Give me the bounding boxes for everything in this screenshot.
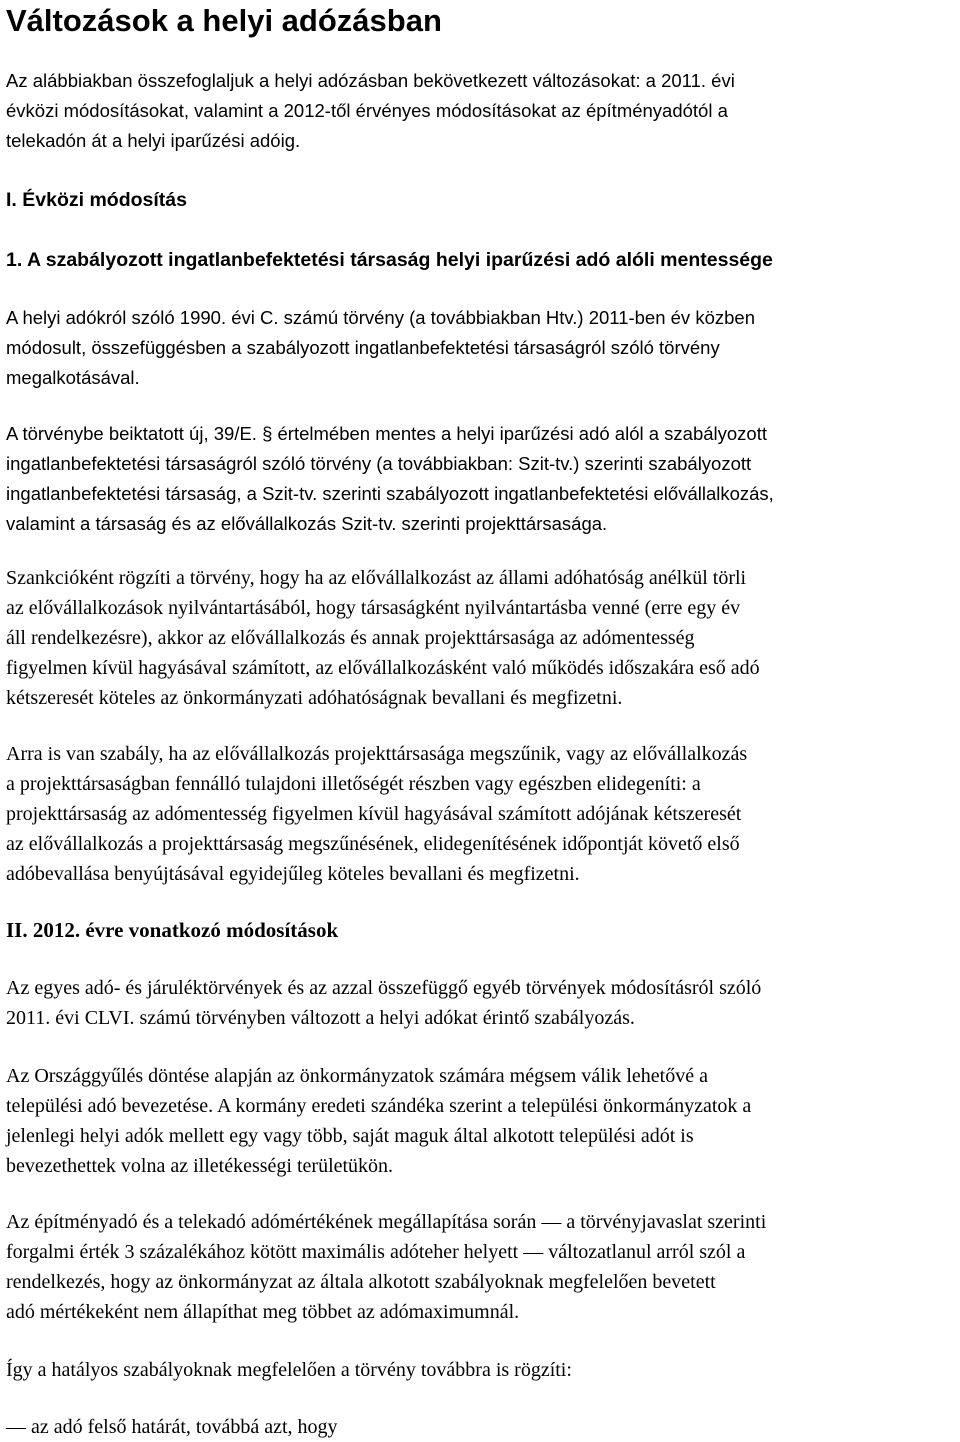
paragraph-line: projekttársaság az adómentesség figyelmen kívül hagyásával számított adójának kétszeresét xyxy=(6,803,742,825)
paragraph-htv xyxy=(6,303,958,393)
paragraph-line: forgalmi érték 3 százalékához kötött maximális adóteher helyett — változatlanul arról szól a xyxy=(6,1241,746,1263)
paragraph-line: 2011. évi CLVI. számú törvényben változott a helyi adókat érintő szabályozás. xyxy=(6,1007,635,1029)
paragraph-line: Az egyes adó- és járuléktörvények és az azzal összefüggő egyéb törvények módosításról szóló xyxy=(6,977,762,999)
intro-line: évközi módosításokat, valamint a 2012-től érvényes módosításokat az építményadótól a xyxy=(6,100,728,121)
paragraph-line: A helyi adókról szóló 1990. évi C. számú törvény (a továbbiakban Htv.) 2011-ben év közben xyxy=(6,307,755,328)
section-heading-1: I. Évközi módosítás xyxy=(6,189,187,211)
paragraph-line: Az építményadó és a telekadó adómértékének megállapítása során — a törvényjavaslat szerinti xyxy=(6,1211,767,1233)
paragraph-list-item xyxy=(6,1412,958,1442)
paragraph-line: Szankcióként rögzíti a törvény, hogy ha az elővállalkozást az állami adóhatóság anélkül törli xyxy=(6,567,747,589)
paragraph-line: figyelmen kívül hagyásával számított, az elővállalkozásként való működés időszakára eső adó xyxy=(6,657,760,679)
paragraph-line: az elővállalkozás a projekttársaság megszűnésének, elidegenítésének időpontját követő első xyxy=(6,833,740,855)
paragraph-building-tax xyxy=(6,1207,958,1327)
intro-line: telekadón át a helyi iparűzési adóig. xyxy=(6,130,301,151)
subsection-heading-1: 1. A szabályozott ingatlanbefektetési társaság helyi iparűzési adó alóli mentessége xyxy=(6,249,773,271)
intro-line: Az alábbiakban összefoglaljuk a helyi adózásban bekövetkezett változásokat: a 2011. évi xyxy=(6,70,735,91)
paragraph-clvi xyxy=(6,973,958,1033)
paragraph-line: adó mértékeként nem állapíthat meg többet az adómaximumnál. xyxy=(6,1301,520,1323)
paragraph-line: kétszeresét köteles az önkormányzati adóhatóságnak bevallani és megfizetni. xyxy=(6,687,623,709)
paragraph-line: a projekttársaságban fennálló tulajdoni illetőségét részben vagy egészben elidegeníti: a xyxy=(6,773,701,795)
paragraph-line: települési adó bevezetése. A kormány eredeti szándéka szerint a települési önkormányzatok a xyxy=(6,1095,752,1117)
paragraph-line: ingatlanbefektetési társaság, a Szit-tv. szerinti szabályozott ingatlanbefektetési elővállalkozás, xyxy=(6,483,774,504)
page-title: Változások a helyi adózásban xyxy=(6,3,442,38)
paragraph-project-company xyxy=(6,739,958,889)
intro-paragraph xyxy=(6,66,958,156)
paragraph-line: rendelkezés, hogy az önkormányzat az általa alkotott szabályoknak megfelelően bevetett xyxy=(6,1271,716,1293)
paragraph-line: ingatlanbefektetési társaságról szóló törvény (a továbbiakban: Szit-tv.) szerinti szabályozott xyxy=(6,453,752,474)
section-heading-2: II. 2012. évre vonatkozó módosítások xyxy=(6,918,339,942)
paragraph-line: Így a hatályos szabályoknak megfelelően a törvény továbbra is rögzíti: xyxy=(6,1359,572,1381)
paragraph-local-tax xyxy=(6,1061,958,1181)
paragraph-line: az elővállalkozások nyilvántartásából, hogy társaságként nyilvántartásba venné (erre egy év xyxy=(6,597,741,619)
paragraph-line: A törvénybe beiktatott új, 39/E. § értelmében mentes a helyi iparűzési adó alól a szabályozott xyxy=(6,423,768,444)
paragraph-39e xyxy=(6,419,958,539)
paragraph-rules xyxy=(6,1355,958,1385)
paragraph-line: Az Országgyűlés döntése alapján az önkormányzatok számára mégsem válik lehetővé a xyxy=(6,1065,708,1087)
list-item: — az adó felső határát, továbbá azt, hogy xyxy=(6,1416,338,1438)
paragraph-line: Arra is van szabály, ha az elővállalkozás projekttársasága megszűnik, vagy az elővállalkozás xyxy=(6,743,748,765)
paragraph-sanction xyxy=(6,563,958,713)
paragraph-line: adóbevallása benyújtásával egyidejűleg köteles bevallani és megfizetni. xyxy=(6,863,580,885)
paragraph-line: bevezethettek volna az illetékességi területükön. xyxy=(6,1155,394,1177)
paragraph-line: valamint a társaság és az elővállalkozás Szit-tv. szerinti projekttársasága. xyxy=(6,513,608,534)
paragraph-line: megalkotásával. xyxy=(6,367,140,388)
paragraph-line: áll rendelkezésre), akkor az elővállalkozás és annak projekttársasága az adómentesség xyxy=(6,627,695,649)
paragraph-line: jelenlegi helyi adók mellett egy vagy több, saját maguk által alkotott települési adót is xyxy=(6,1125,694,1147)
paragraph-line: módosult, összefüggésben a szabályozott ingatlanbefektetési társaságról szóló törvény xyxy=(6,337,720,358)
